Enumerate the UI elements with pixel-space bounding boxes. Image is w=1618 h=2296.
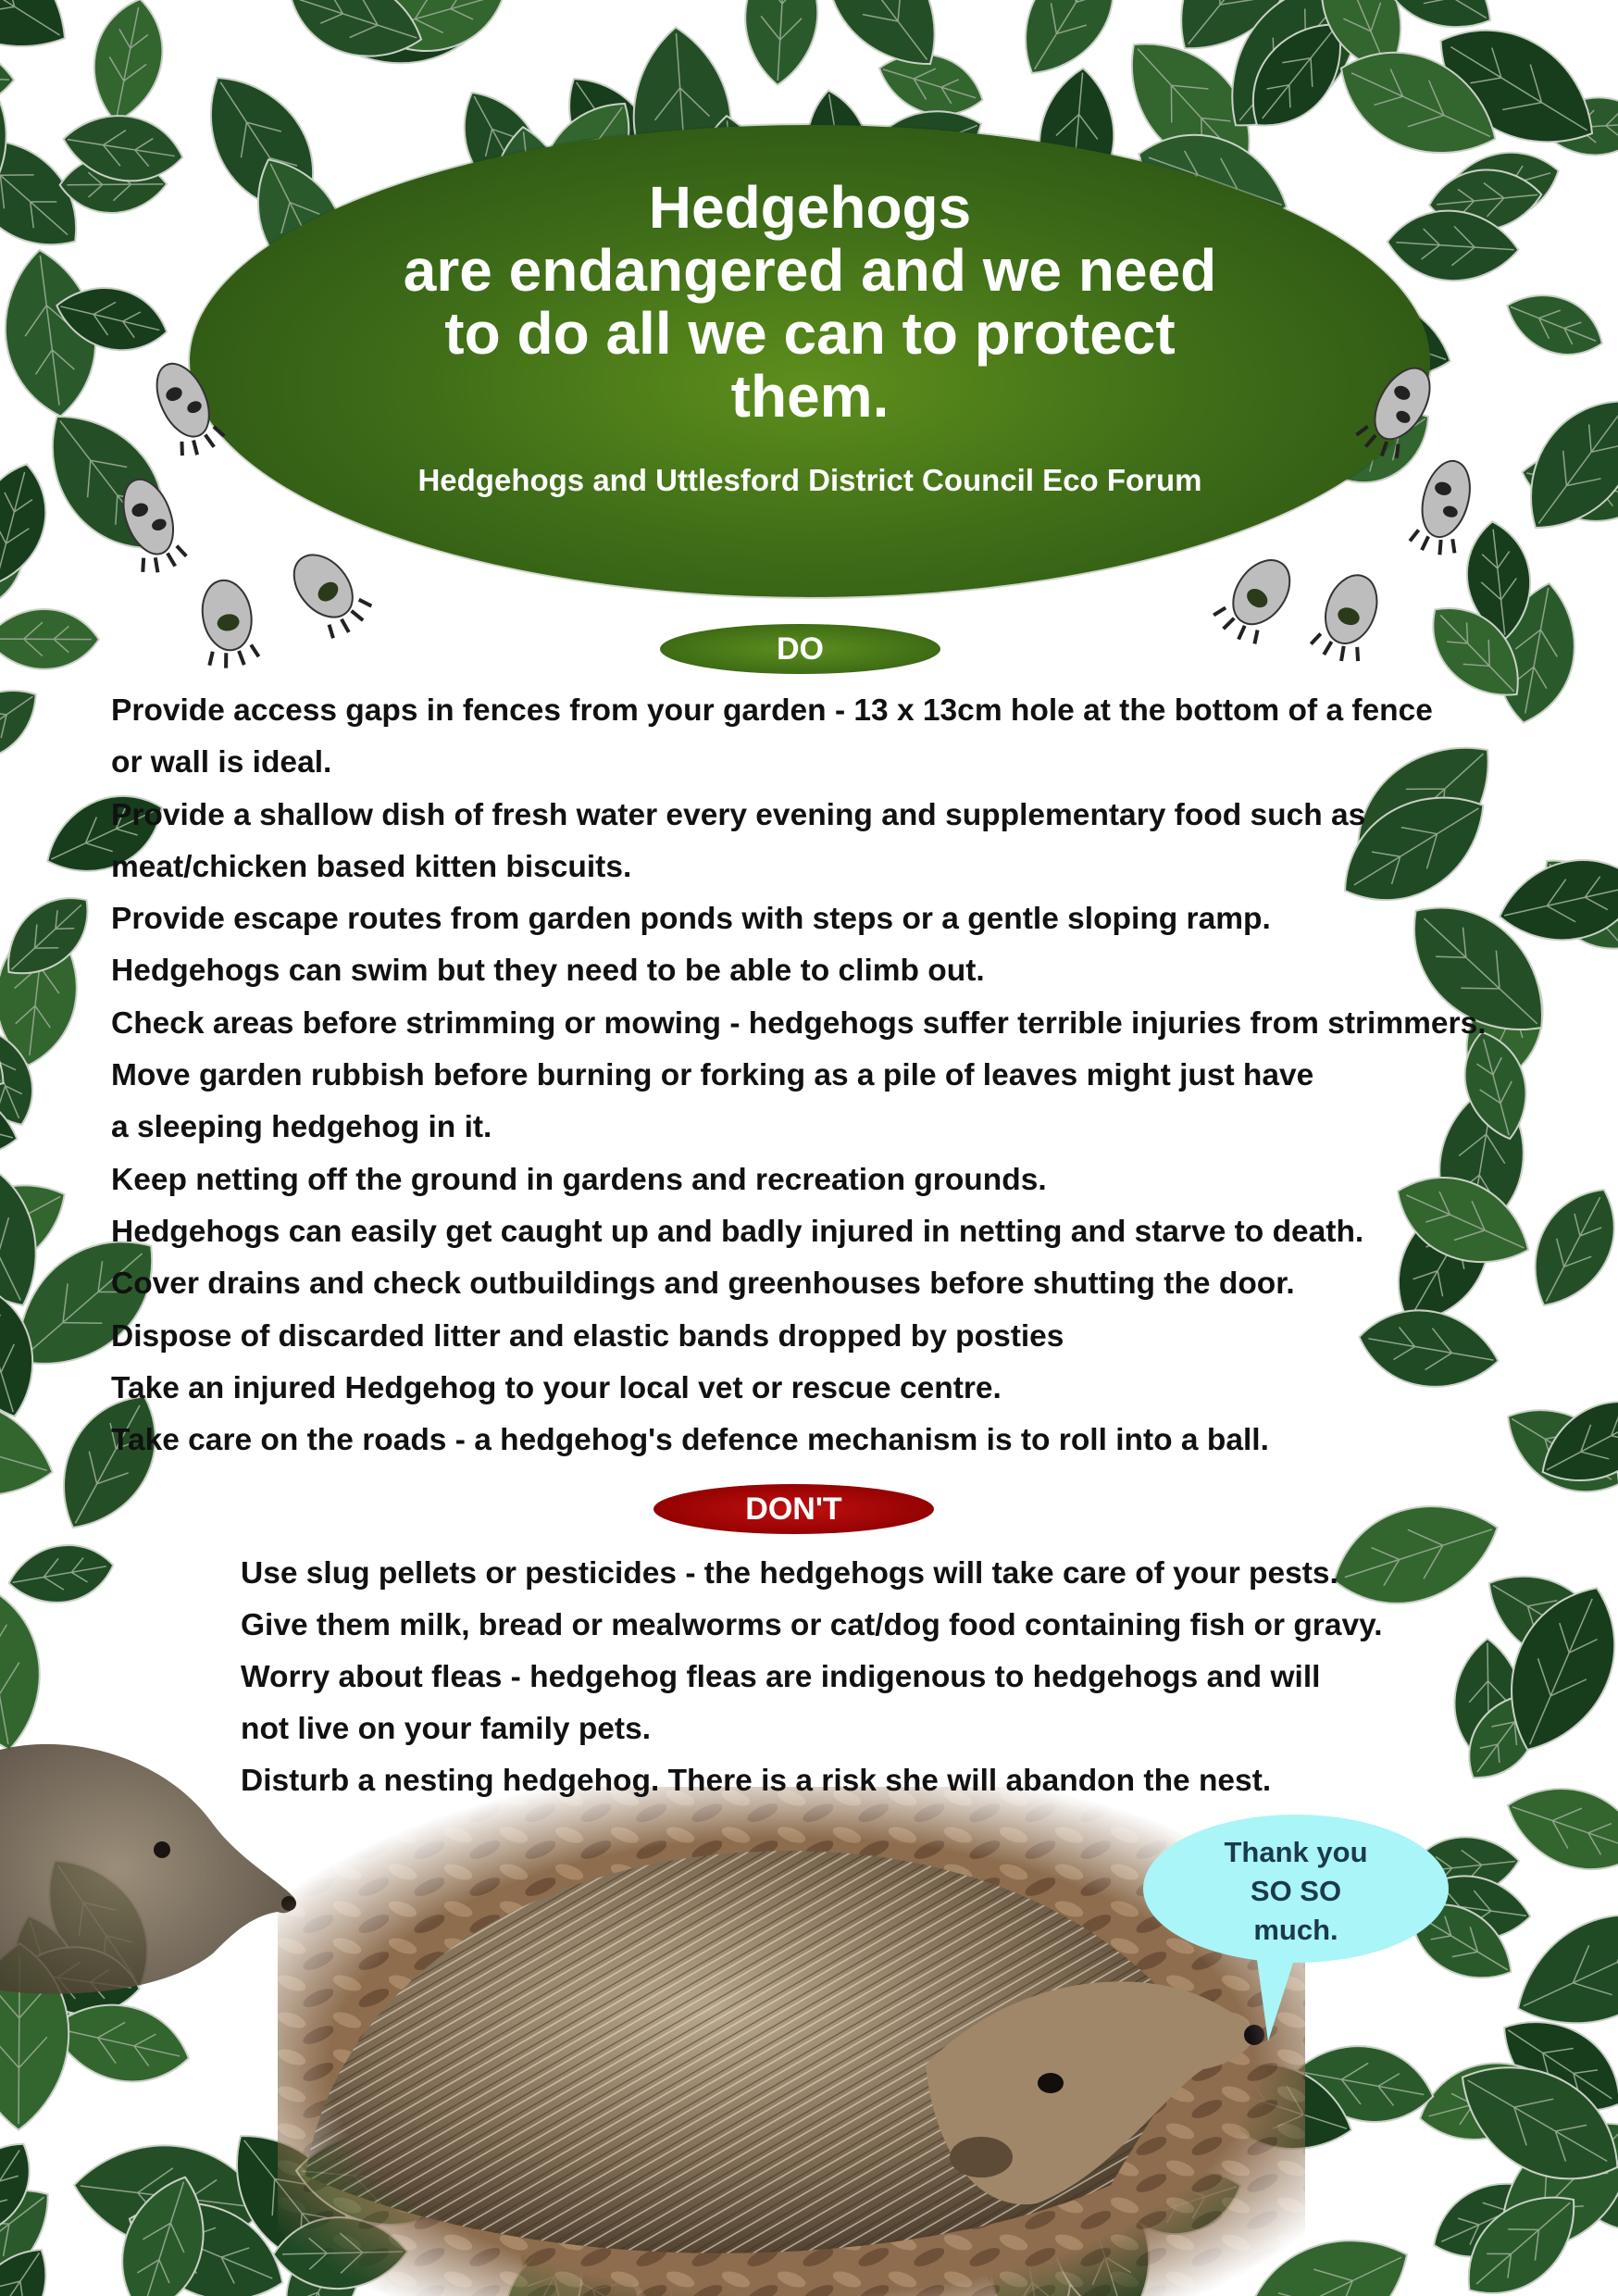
do-item: Dispose of discarded litter and elastic bands dropped by posties (111, 1318, 1064, 1354)
leaf-icon (741, 0, 821, 87)
title-line: them. (730, 363, 890, 430)
paw-print-icon (1213, 548, 1301, 648)
title-line: are endangered and we need (403, 237, 1217, 304)
paw-prints-left (93, 352, 407, 685)
paw-print-icon (112, 473, 188, 578)
leaf-icon (0, 456, 58, 592)
dont-list (241, 1548, 1537, 1807)
bubble-line: much. (1253, 1914, 1338, 1946)
do-item: or wall is ideal. (111, 745, 332, 780)
paw-prints-right (1213, 352, 1509, 685)
do-item: Provide escape routes from garden ponds with steps or a gentle sloping ramp. (111, 902, 1271, 937)
dont-item: Use slug pellets or pesticides - the hedgehogs will take care of your pests. (241, 1556, 1338, 1591)
leaf-icon (0, 37, 16, 117)
bubble-line: SO SO (1250, 1875, 1342, 1907)
leaf-icon (1502, 377, 1618, 553)
speech-bubble-text (1180, 1833, 1412, 1950)
title-line: Hedgehogs (648, 174, 972, 241)
dont-section-label: DON'T (653, 1484, 934, 1534)
do-item: Hedgehogs can easily get caught up and badly injured in netting and starve to death. (111, 1214, 1364, 1249)
leaf-icon (0, 609, 99, 669)
speech-bubble-tail (1245, 1940, 1319, 2041)
dont-item: Worry about fleas - hedgehog fleas are indigenous to hedgehogs and will (241, 1660, 1321, 1694)
title-line: to do all we can to protect (444, 300, 1176, 367)
do-item: meat/chicken based kitten biscuits. (111, 849, 632, 884)
leaf-icon (0, 671, 52, 779)
paw-print-icon (195, 577, 260, 671)
do-section-label: DO (660, 624, 940, 674)
do-item: Keep netting off the ground in gardens and recreation grounds. (111, 1162, 1047, 1197)
page-title (282, 176, 1338, 428)
do-item: Move garden rubbish before burning or forking as a pile of leaves might just have (111, 1058, 1314, 1093)
paw-print-icon (144, 356, 226, 461)
do-item: Take an injured Hedgehog to your local vet or rescue centre. (111, 1370, 1002, 1405)
leaf-icon (4, 1538, 118, 1611)
do-item: Take care on the roads - a hedgehog's defence mechanism is to roll into a ball. (111, 1423, 1269, 1458)
do-item: Cover drains and check outbuildings and greenhouses before shutting the door. (111, 1267, 1295, 1302)
do-list (111, 685, 1574, 1466)
do-item: Check areas before strimming or mowing - hedgehogs suffer terrible injuries from strimmers. (111, 1005, 1487, 1041)
leaf-icon (1498, 281, 1612, 368)
paw-print-icon (1353, 358, 1440, 463)
dont-item: Give them milk, bread or mealworms or cat/dog food containing fish or gravy. (241, 1608, 1383, 1642)
paw-print-icon (280, 543, 375, 643)
subtitle: Hedgehogs and Uttlesford District Council Eco Forum (417, 463, 1202, 497)
bubble-line: Thank you (1224, 1836, 1368, 1868)
dont-item: Disturb a nesting hedgehog. There is a risk she will abandon the nest. (241, 1764, 1272, 1798)
do-item: Provide access gaps in fences from your garden - 13 x 13cm hole at the bottom of a fence (111, 693, 1433, 728)
paw-print-icon (1309, 568, 1386, 667)
paw-print-icon (1409, 455, 1478, 558)
do-item: Hedgehogs can swim but they need to be able to climb out. (111, 954, 985, 989)
do-item: Provide a shallow dish of fresh water every evening and supplementary food such as (111, 797, 1366, 832)
leaf-icon (0, 0, 90, 79)
do-item: a sleeping hedgehog in it. (111, 1110, 492, 1145)
dont-item: not live on your family pets. (241, 1712, 652, 1746)
leaf-icon (83, 0, 173, 129)
